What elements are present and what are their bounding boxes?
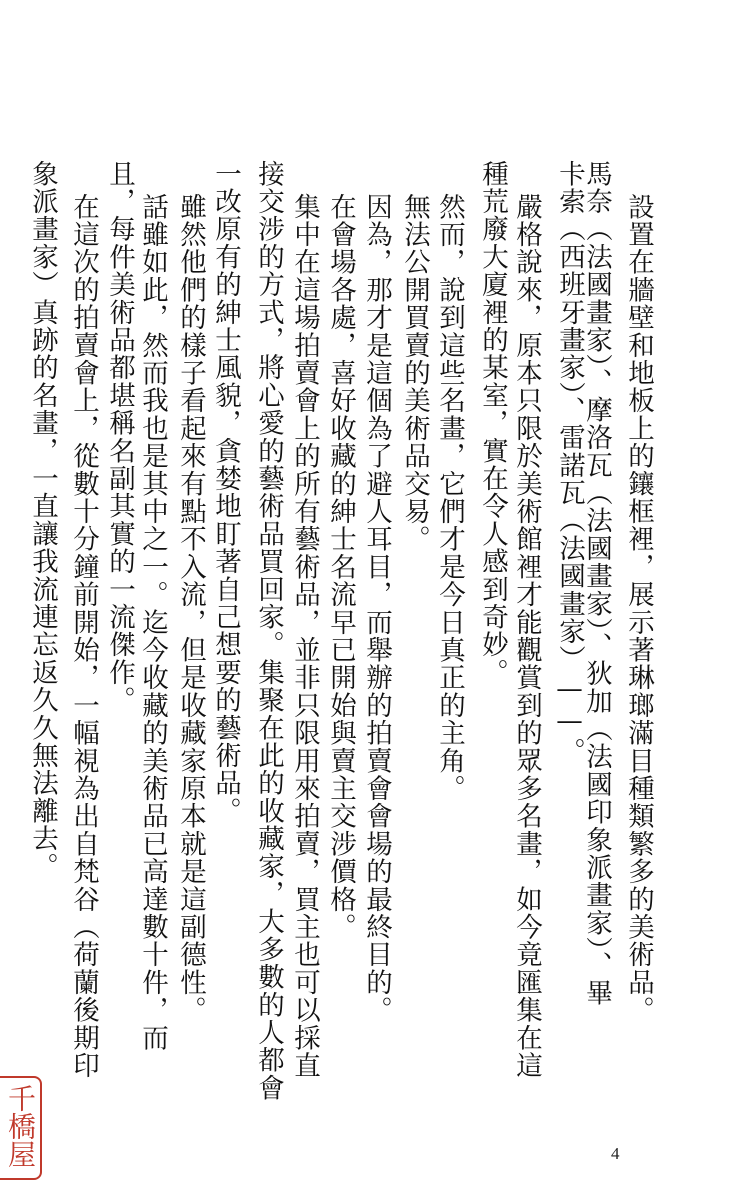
text-column: 且，每件美術品都堪稱名副其實的一流傑作。 xyxy=(104,160,135,714)
text-column: 種荒廢大廈裡的某室，實在令人感到奇妙。 xyxy=(477,160,508,687)
text-column: 話雖如此，然而我也是其中之一。迄今收藏的美術品已高達數十件，而 xyxy=(137,193,168,1052)
text-column: 雖然他們的樣子看起來有點不入流，但是收藏家原本就是這副德性。 xyxy=(175,193,206,1024)
text-column: 因為，那才是這個為了避人耳目，而舉辦的拍賣會會場的最終目的。 xyxy=(361,193,392,1024)
text-column: 卡索（西班牙畫家）、雷諾瓦（法國畫家）——。 xyxy=(554,160,585,766)
page-number: 4 xyxy=(611,1144,620,1163)
text-column: 在這次的拍賣會上，從數十分鐘前開始，一幅視為出自梵谷（荷蘭後期印 xyxy=(68,193,99,1080)
text-column: 然而，說到這些名畫，它們才是今日真正的主角。 xyxy=(434,193,465,803)
seal-text: 千橋屋 xyxy=(4,1084,37,1168)
text-column: 馬奈（法國畫家）、摩洛瓦（法國畫家）、狄加（法國印象派畫家）、畢 xyxy=(581,160,612,1007)
text-column: 一改原有的紳士風貌，貪婪地盯著自己想要的藝術品。 xyxy=(210,160,241,825)
text-column: 設置在牆壁和地板上的鑲框裡，展示著琳瑯滿目種類繁多的美術品。 xyxy=(623,193,654,1024)
text-column: 接交涉的方式，將心愛的藝術品買回家。集聚在此的收藏家，大多數的人都會 xyxy=(253,160,284,1102)
text-column: 集中在這場拍賣會上的所有藝術品，並非只限用來拍賣，買主也可以採直 xyxy=(289,193,320,1080)
text-column: 嚴格說來，原本只限於美術館裡才能觀賞到的眾多名畫，如今竟匯集在這 xyxy=(511,193,542,1080)
text-column: 象派畫家）真跡的名畫，一直讓我流連忘返久久無法離去。 xyxy=(27,160,58,881)
text-column: 無法公開買賣的美術品交易。 xyxy=(399,193,430,554)
publisher-seal xyxy=(0,1076,42,1180)
text-column: 在會場各處，喜好收藏的紳士名流早已開始與賣主交涉價格。 xyxy=(325,193,356,941)
